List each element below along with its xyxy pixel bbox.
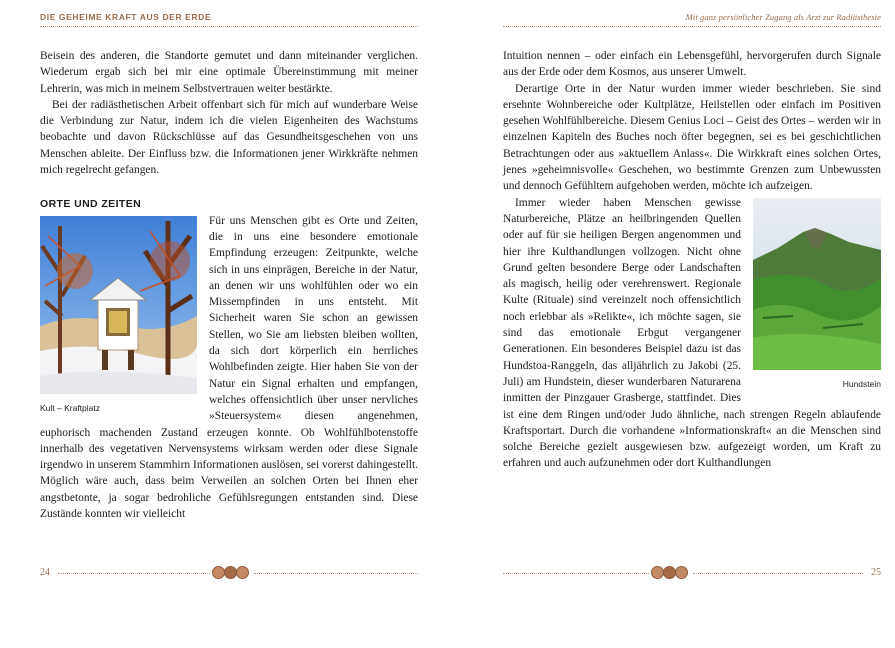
left-page-body [40,48,418,522]
footer-rule-left-2 [254,573,418,574]
right-paragraph-1: Intuition nennen – oder einfach ein Lebensgefühl, hervorgerufen durch Signale aus der Erde oder dem Kosmos, aus unserer Umwelt. [503,50,881,79]
footer-ornament-right [651,565,691,581]
hundstein-caption: Hundstein [842,378,881,389]
right-footer [503,563,881,583]
page-number-left: 24 [40,567,50,578]
ornament-dot [236,566,249,579]
right-page [503,0,881,648]
section-body-text: Für uns Menschen gibt es Orte und Zeiten, die in uns eine besondere emotionale Empfindung erzeugen: Zeitpunkte, welche sich in uns einprägen, Bereiche in der Natur, an denen wir uns wohlfühlen oder wo ein Missempfinden in uns entsteht. Mit Sicherheit waren Sie schon an gewissen Stellen, wo Sie am liebsten bleiben wollten, da sich dort körperlich ein herrliches Wohlbefinden zeigte. Hier haben Sie von der Natur ein Signal erhalten und empfangen, welches offensichtlich über unser nervliches »Steuersystem« diesen angenehmen, euphorisch machenden Zustand erzeugen konnte. Ob Wohlfühlbotenstoffe innerhalb des vegetativen Nervensystems wirksam werden oder diese Signale irgendwo in unserem Stammhirn Informationen auslösen, sei vorerst dahingestellt. Möglich wäre auch, dass beim Verweilen an solchen Orten bei Ihnen eher angstbetonte, ja sogar bedrohliche Gefühlsregungen entstanden sind. Diese Zustände konnten wir vielleicht [40,214,418,521]
hundstein-photo [753,198,881,370]
kraftplatz-figure [40,216,197,414]
section-title: ORTE UND ZEITEN [40,198,142,211]
page-number-right: 25 [871,567,881,578]
hundstein-figure [753,198,881,390]
footer-rule-left [58,573,210,574]
ornament-dot [675,566,688,579]
footer-rule-right-2 [693,573,863,574]
kraftplatz-caption: Kult – Kraftplatz [40,402,101,413]
right-page-body [503,48,881,472]
left-paragraph-2: Bei der radiästhetischen Arbeit offenbart sich für mich auf wunderbare Weise die Verbindung zur Natur, indem ich die vielen Eigenheiten des Wachstums beobachte und davon Rückschlüsse auf das Gesundheitsgeschehen von uns Menschen ableite. Der Einfluss bzw. die Informationen jener Wirkkräfte nehmen mich regelrecht gefangen. [40,98,418,177]
running-header-left: DIE GEHEIME KRAFT AUS DER ERDE [40,12,418,27]
right-paragraph-3: Immer wieder haben Menschen gewisse Naturbereiche, Plätze an heilbringenden Quellen oder auf für sie heiligen Bergen angenommen und hier ihre Kulthandlungen vollzogen. Nicht ohne Grund gelten besondere Berge oder Landschaften als magisch, heilig oder verehrenswert. Regionale Kulte (Rituale) sind vereinzelt noch offensichtlich noch erlebbar als »Relikte«, ich möchte sagen, sie sind das emotionale Erbgut vergangener Generationen. Ein besonderes Beispiel dazu ist das Hundstoa-Ranggeln, das alljährlich zu Jakobi (25. Juli) am Hundstein, dieser wunderbaren Naturarena inmitten der Pinzgauer Grasberge, stattfindet. Dies ist eine dem Ringen und/oder Judo ähnliche, nach strengen Regeln ablaufende Kraftsportart. Durch die vorhandene »Informationskraft« an die Menschen sind solche Bereiche gezielt ausgewiesen bzw. aufgezeigt worden, um Kraft zu erfahren und auch aufzunehmen oder dort Kulthandlungen [503,196,881,470]
running-header-right: Mit ganz persönlicher Zugang als Arzt zur Radiästhesie [503,12,881,27]
left-paragraph-1: Beisein des anderen, die Standorte gemutet und dann miteinander verglichen. Wiederum ergab sich bei mir eine optimale Übereinstimmung mit meiner Lehrerin, was mich in meinem Selbstvertrauen weiter bestärkte. [40,50,418,95]
footer-ornament-left [212,565,252,581]
left-footer [40,563,418,583]
left-page [40,0,418,648]
footer-rule-right [503,573,649,574]
right-paragraph-2: Derartige Orte in der Natur wurden immer wieder beschrieben. Sie sind ersehnte Wohnbereiche oder Kultplätze, Heilstellen oder einfach im Positiven gesehen Wohlfühlbereiche. Diesem Genius Loci – Geist des Ortes – werden wir in einzelnen Kapiteln des Buches noch öfter begegnen, sei es bei geschichtlichen Betrachtungen oder aus »aktuellem Anlass«. Die Wirkkraft eines solchen Ortes, jenes »geheimnisvolle« Geschehen, wo bestimmte Grenzen zum Unbewussten und dennoch Gefühltem aufgehoben werden, möchte ich aufzeigen. [503,82,881,193]
kraftplatz-photo [40,216,197,394]
